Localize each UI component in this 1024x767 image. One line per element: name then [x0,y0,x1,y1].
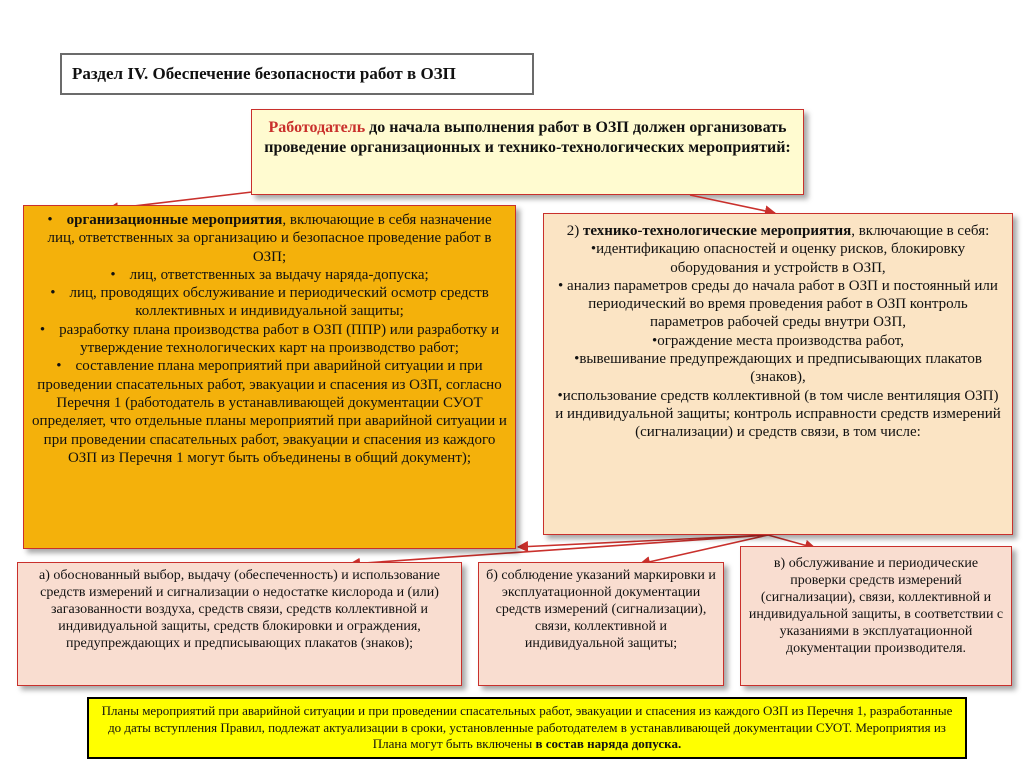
org-item [32,321,507,358]
tech-intro [552,222,1004,240]
sub-box-b: б) соблюдение указаний маркировки и эксплуатационной документации средств измерений (сигнализации), связи, коллективной и индивидуальной защиты; [478,562,724,686]
org-item [32,357,507,467]
technical-measures-box [543,213,1013,535]
tech-line: •идентификацию опасностей и оценку рисков, блокировку оборудования и устройств в ОЗП, [590,241,966,276]
employer-emphasis: Работодатель [268,119,366,136]
tech-line: •вывешивание предупреждающих и предписывающих плакатов (знаков), [574,351,982,386]
footer-bold: в состав наряда допуска. [535,736,682,752]
org-item-text: составление плана мероприятий при аварийной ситуации и при проведении спасательных работ, эвакуации и спасения из ОЗП, согласно Перечня 1 (работодатель в устанавливающей документации СУОТ определяет, что отдельные планы мероприятий при аварийной ситуации и при проведении спасательных работ, эвакуации и спасения из каждого ОЗП из Перечня 1 могут быть объединены в общий документ); [32,358,507,466]
tech-line: , включающие в себя: [851,223,990,239]
org-item [32,284,507,321]
org-item [32,211,507,266]
tech-line: • анализ параметров среды до начала работ в ОЗП и постоянный или периодический во время проведения работ в ОЗП контроль параметров рабочей среды внутри ОЗП, [558,277,998,331]
employer-header-text: до начала выполнения работ в ОЗП должен организовать проведение организационных и технико-технологических мероприятий: [264,119,791,156]
org-item-text: лиц, проводящих обслуживание и периодический осмотр средств коллективных и индивидуальной защиты; [69,285,489,320]
org-item-text: разработку плана производства работ в ОЗП (ППР) или разработку и утверждение технологических карт на производство работ; [59,321,500,357]
footer-text: Планы мероприятий при аварийной ситуации и при проведении спасательных работ, эвакуации и спасения из каждого ОЗП из Перечня 1, разработанные до даты вступления Правил, подлежат актуализации в сроки, установленные работодателем в устанавливающей документации СУОТ. Мероприятия из Плана могут быть включены [101,703,953,752]
tech-line: •ограждение места производства работ, [652,332,904,349]
sub-box-a: а) обоснованный выбор, выдачу (обеспеченность) и использование средств измерений и сигнализации о недостатке кислорода и (или) загазованности воздуха, средств связи, средств коллективной и индивидуальной защиты, средств блокировки и ограждения, предупреждающих и предписывающих плакатов (знаков); [17,562,462,686]
arrow-header-to-tech [690,195,775,213]
tech-lead: технико-технологические мероприятия [582,223,852,239]
organizational-measures-box [23,205,516,549]
org-item-text: лиц, ответственных за выдачу наряда-допуска; [129,266,429,283]
org-item-text: , включающие в себя назначение лиц, ответственных за организацию и безопасное проведение работ в ОЗП; [47,212,492,265]
org-item-lead: организационные мероприятия [66,212,283,228]
tech-line: •использование средств коллективной (в том числе вентиляция ОЗП) и индивидуальной защиты; контроль исправности средств измерений (сигнализации) и средств связи, в том числе: [555,387,1001,441]
tech-prefix: 2) [566,223,583,239]
org-item [32,266,507,284]
sub-box-c: в) обслуживание и периодические проверки средств измерений (сигнализации), связи, коллективной и индивидуальной защиты, в соответствии с указаниями в эксплуатационной документации производителя. [740,546,1012,686]
organizational-measures-list [32,211,507,467]
footer-note [87,697,967,759]
section-title: Раздел IV. Обеспечение безопасности работ в ОЗП [60,53,534,95]
